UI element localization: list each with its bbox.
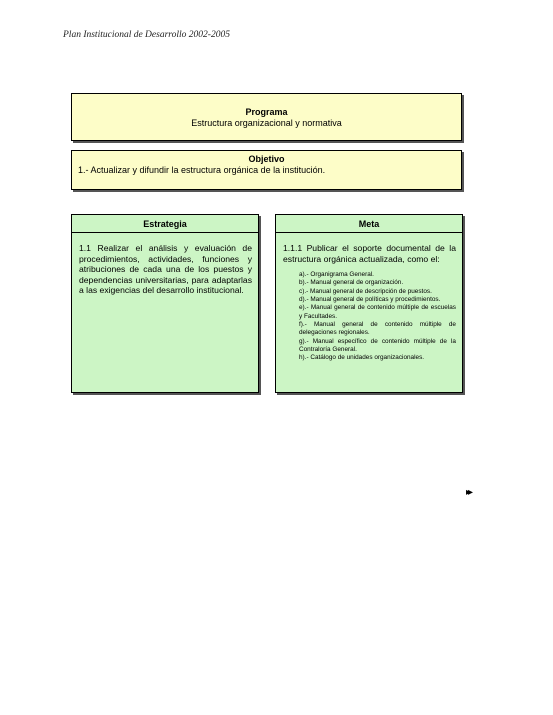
estrategia-title: Estrategia: [143, 219, 187, 229]
meta-box: [275, 214, 463, 393]
meta-list-item: d).- Manual general de políticas y procedimientos.: [299, 296, 441, 304]
double-arrow-right-icon: ▸▸: [466, 487, 471, 498]
meta-list: [299, 271, 456, 362]
objetivo-text: 1.- Actualizar y difundir la estructura orgánica de la institución.: [78, 165, 326, 175]
meta-list-item: g).- Manual específico de contenido múltiple de la Contraloría General.: [299, 337, 456, 353]
estrategia-text: 1.1 Realizar el análisis y evaluación de procedimientos, actividades, funciones y atribuciones de cada una de los puestos y dependencias universitarias, para adaptarlas a las exigencias del desarrollo institucional.: [79, 243, 252, 296]
page-header: Plan Institucional de Desarrollo 2002-2005: [63, 30, 230, 40]
estrategia-divider: [72, 232, 258, 233]
meta-list-item: f).- Manual general de contenido múltiple de delegaciones regionales.: [299, 320, 456, 337]
programa-title: Programa: [245, 107, 288, 117]
meta-list-item: h).- Catálogo de unidades organizacionales.: [299, 354, 425, 362]
meta-list-item: b).- Manual general de organización.: [299, 279, 404, 287]
meta-text: 1.1.1 Publicar el soporte documental de la estructura orgánica actualizada, como el:: [283, 243, 456, 264]
meta-list-item: a).- Organigrama General.: [299, 271, 374, 279]
meta-title: Meta: [358, 219, 380, 229]
meta-list-item: e).- Manual general de contenido múltiple de escuelas y Facultades.: [299, 304, 456, 320]
programa-text: Estructura organizacional y normativa: [191, 118, 342, 128]
objetivo-box: [71, 150, 462, 190]
meta-list-item: c).- Manual general de descripción de puestos.: [299, 287, 432, 295]
programa-box: [71, 93, 462, 141]
objetivo-title: Objetivo: [248, 154, 285, 164]
meta-divider: [276, 232, 462, 233]
estrategia-box: [71, 214, 259, 393]
